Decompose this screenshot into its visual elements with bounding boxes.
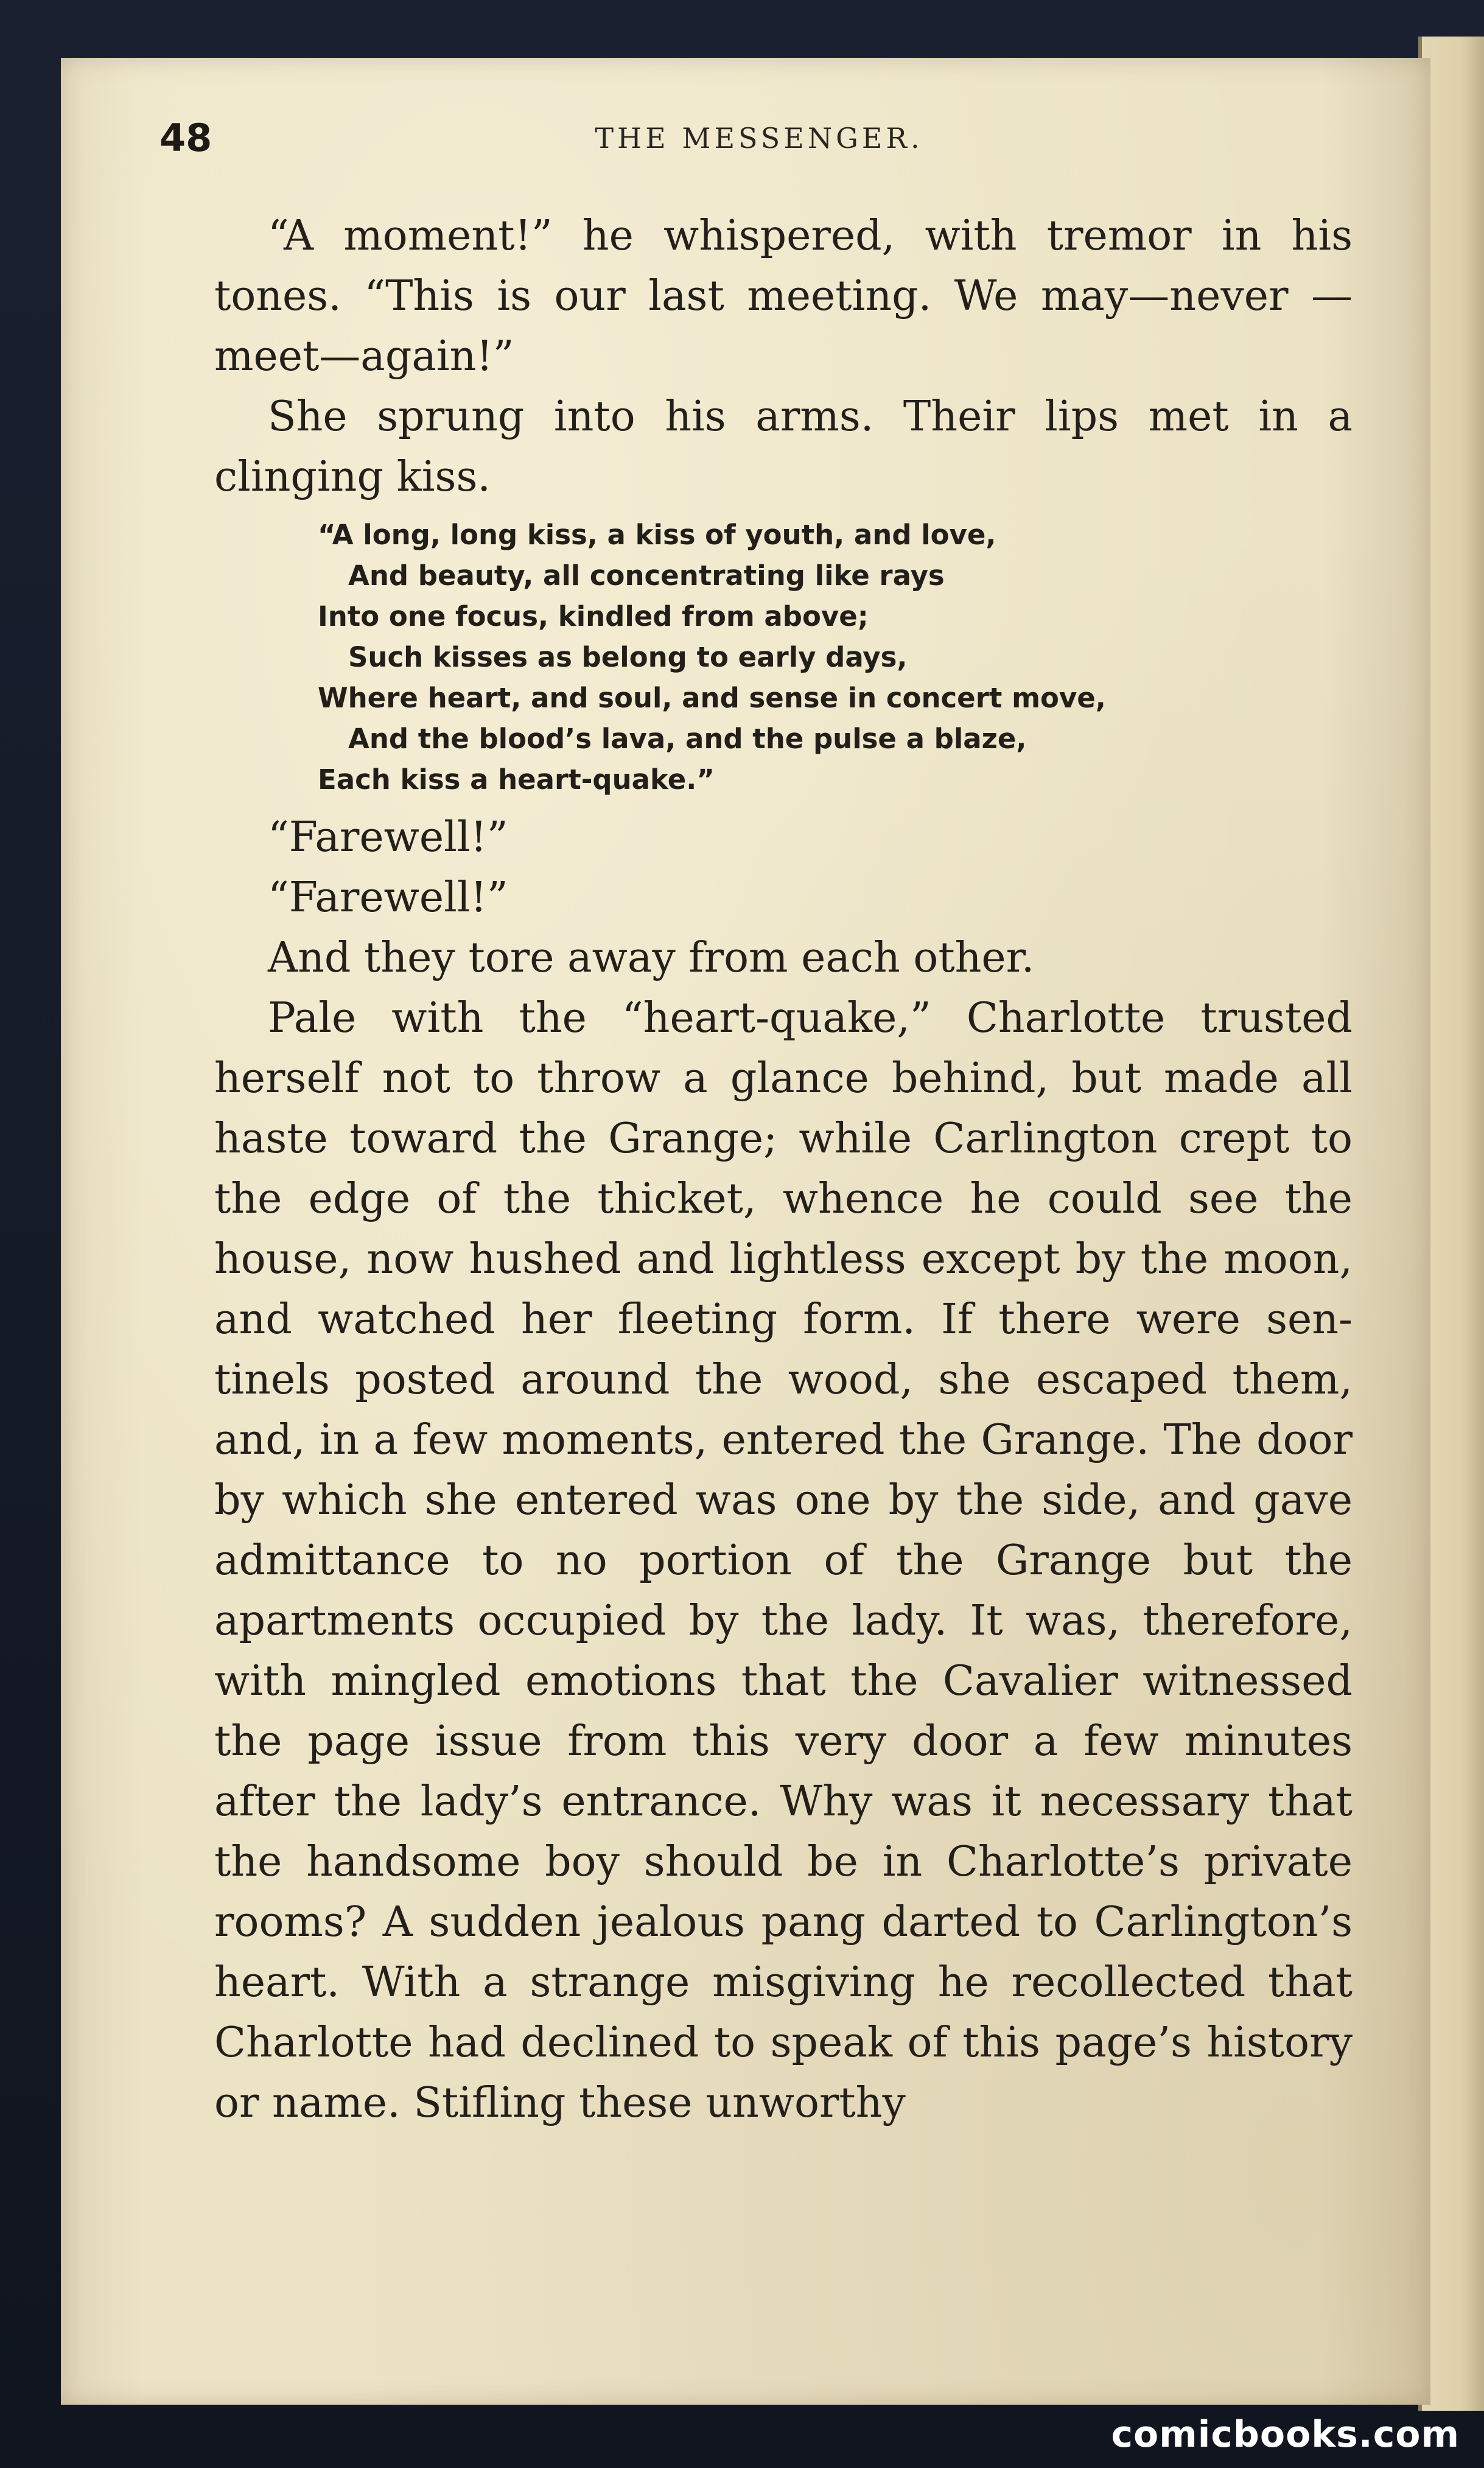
- verse-line: Into one focus, kindled from above;: [318, 600, 869, 633]
- verse-line: Each kiss a heart-quake.”: [318, 763, 715, 796]
- page-header: [159, 116, 1359, 164]
- verse-line: Where heart, and soul, and sense in concert move,: [318, 682, 1106, 714]
- paragraph: “Farewell!”: [268, 874, 508, 922]
- verse-quote: [214, 514, 1353, 800]
- running-head: THE MESSENGER.: [595, 122, 923, 155]
- verse-line: And beauty, all concentrating like rays: [348, 559, 945, 592]
- verse-line: Such kisses as belong to early days,: [348, 641, 908, 673]
- paragraph: “Farewell!”: [268, 813, 508, 861]
- verse-line: And the blood’s lava, and the pulse a blaze,: [348, 723, 1027, 755]
- page-number: 48: [159, 116, 212, 160]
- paragraph: She sprung into his arms. Their lips met in a clinging kiss.: [214, 393, 1353, 501]
- paragraph: And they tore away from each other.: [268, 934, 1035, 982]
- paragraph: “A moment!” he whispered, with tremor in his tones. “This is our last meeting. We may—never —meet—again!”: [214, 212, 1353, 380]
- body-text: [214, 206, 1353, 2133]
- verse-line: “A long, long kiss, a kiss of youth, and love,: [318, 519, 996, 551]
- paragraph: Pale with the “heart-quake,” Charlotte trusted herself not to throw a glance behind, but made all haste toward the Grange; while Carlington crept to the edge of the thicket, whence he could see the house, now hushed and lightless except by the moon, and watched her fleeting form. If there were sen-tinels posted around the wood, she escaped them, and, in a few moments, entered the Grange. The door by which she entered was one by the side, and gave admittance to no portion of the Grange but the apartments occupied by the lady. It was, therefore, with mingled emotions that the Cavalier witnessed the page issue from this very door a few minutes after the lady’s entrance. Why was it necessary that the handsome boy should be in Charlotte’s private rooms? A sudden jealous pang darted to Carlington’s heart. With a strange misgiving he recollected that Charlotte had declined to speak of this page’s history or name. Stifling these unworthy: [214, 994, 1353, 2127]
- watermark: comicbooks.com: [1111, 2413, 1460, 2456]
